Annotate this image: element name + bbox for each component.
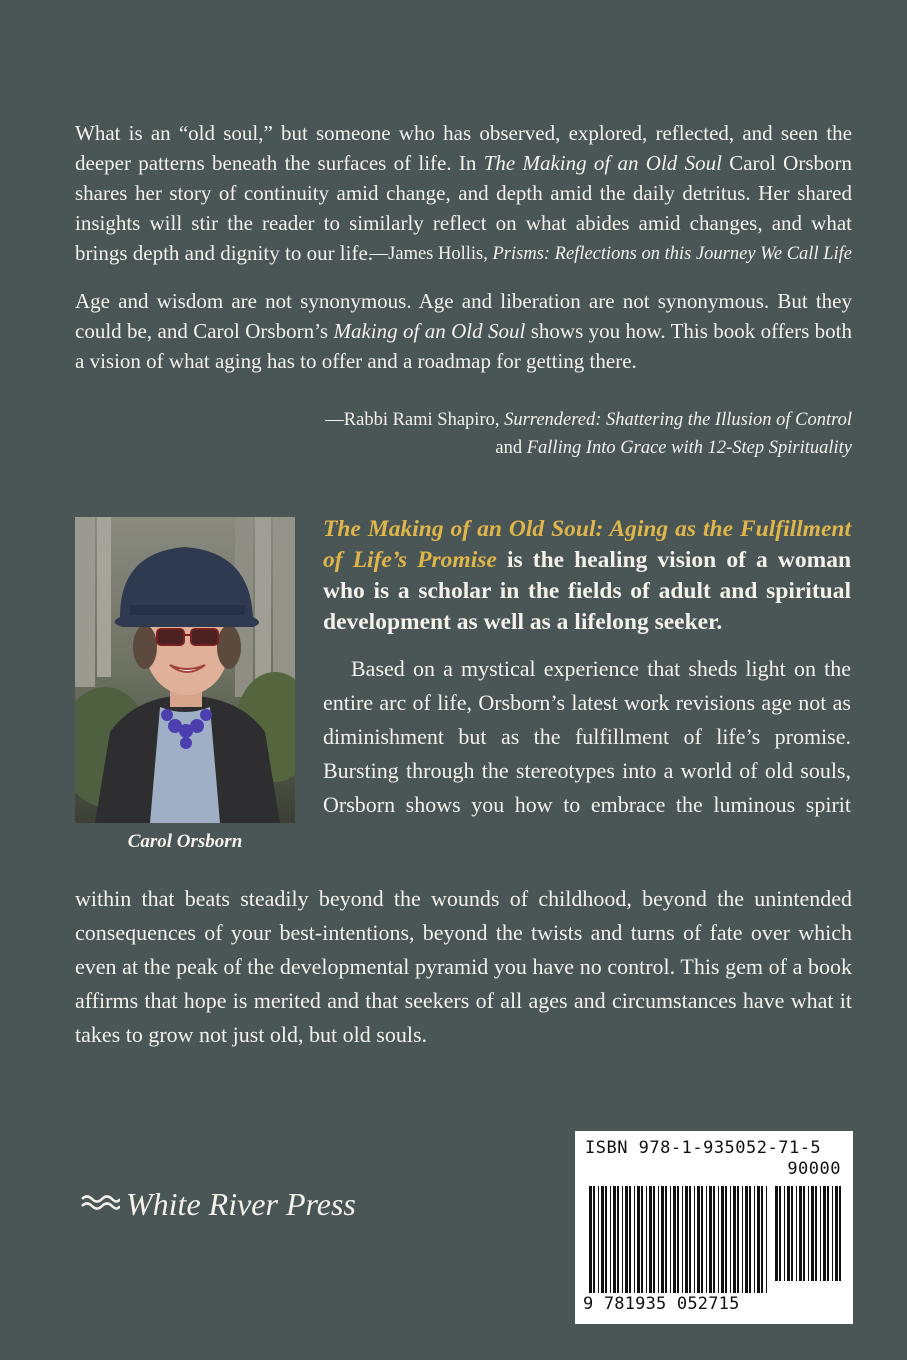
barcode-bar xyxy=(706,1186,707,1293)
barcode-bar xyxy=(742,1186,743,1293)
barcode-bar xyxy=(775,1186,778,1281)
publisher-logo xyxy=(80,1186,356,1223)
barcode-bar xyxy=(682,1186,683,1293)
book-description-paragraph xyxy=(323,652,851,822)
barcode-bar xyxy=(653,1186,655,1293)
barcode-bar xyxy=(784,1186,785,1281)
attribution-book: Surrendered: Shattering the Illusion of Control xyxy=(504,410,852,430)
barcode-bar xyxy=(694,1186,695,1293)
author-photo-caption: Carol Orsborn xyxy=(127,831,243,852)
barcode-bar xyxy=(625,1186,628,1293)
barcode-bar xyxy=(701,1186,703,1293)
description-text: Based on a mystical experience that sheds light on the entire arc of life, Orsborn’s latest work revisions age not as diminishment but as the fulfillment of life’s promise. Bursting through the stereotypes into a world of old souls, Orsborn shows you how to embrace the luminous spirit xyxy=(323,656,851,817)
barcode-bar xyxy=(757,1186,760,1293)
quote-text: shows you how. This book offers both a vision of what aging has to offer and a roadmap for getting there. xyxy=(75,319,852,373)
barcode-bar xyxy=(791,1186,793,1281)
barcode-bar xyxy=(673,1186,676,1293)
attribution-conjunction: and xyxy=(495,438,527,458)
quote-text: Age and wisdom are not synonymous. Age and liberation are not synonymous. But they could be, and Carol Orsborn’s xyxy=(75,289,852,343)
headline-text: is the healing vision of a woman who is a scholar in the fields of adult and spiritual development as well as a lifelong seeker. xyxy=(323,547,852,635)
barcode-bar xyxy=(649,1186,652,1293)
barcode-bar xyxy=(665,1186,667,1293)
ean-digits: 9 781935 052715 xyxy=(583,1294,740,1314)
barcode-bar xyxy=(598,1186,599,1293)
barcode-bar xyxy=(610,1186,611,1293)
book-description-continuation: within that beats steadily beyond the wounds of childhood, beyond the unintended consequences of your best-intentions, beyond the twists and turns of fate over which even at the peak of the developmental pyramid you have no control. This gem of a book affirms that hope is merited and that seekers of all ages and circumstances have what it takes to grow not just old, but old souls. xyxy=(75,886,852,1047)
barcode-bar xyxy=(641,1186,643,1293)
barcode-bar xyxy=(754,1186,755,1293)
barcode-bar xyxy=(689,1186,691,1293)
barcode-bar xyxy=(658,1186,659,1293)
quote-text: What is an “old soul,” but someone who has observed, explored, reflected, and seen the deeper patterns beneath the surfaces of life. In xyxy=(75,121,852,175)
isbn-barcode xyxy=(575,1131,853,1324)
barcode-bar xyxy=(634,1186,635,1293)
book-title: The Making of an Old Soul: Aging as the Fulfillment of Life’s Promise xyxy=(323,516,851,573)
price-code: 90000 xyxy=(787,1159,841,1179)
barcode-bar xyxy=(827,1186,829,1281)
water-waves-icon xyxy=(80,1186,120,1223)
barcode-bar xyxy=(613,1186,616,1293)
barcode-bar xyxy=(601,1186,604,1293)
barcode-bar xyxy=(803,1186,805,1281)
barcode-bar xyxy=(737,1186,739,1293)
barcode-bar xyxy=(589,1186,592,1293)
attribution-book: Falling Into Grace with 12-Step Spirituality xyxy=(526,438,852,458)
barcode-bar xyxy=(637,1186,640,1293)
attribution-name: —Rabbi Rami Shapiro, xyxy=(325,410,505,430)
barcode-bar xyxy=(685,1186,688,1293)
barcode-bar xyxy=(766,1186,767,1293)
barcode-bar xyxy=(725,1186,727,1293)
publisher-name: White River Press xyxy=(126,1186,356,1222)
quote-text: Carol Orsborn shares her story of continuity amid change, and depth amid the daily detritus. Her shared insights will stir the reader to similarly reflect on what abides amid changes, and what brings depth and dignity to our life. xyxy=(75,151,852,265)
barcode-bar xyxy=(670,1186,671,1293)
barcode-bar xyxy=(617,1186,619,1293)
barcode-bar xyxy=(713,1186,715,1293)
barcode-bar xyxy=(593,1186,595,1293)
barcode-bar xyxy=(733,1186,736,1293)
barcode-bar xyxy=(779,1186,781,1281)
isbn-label: ISBN 978-1-935052-71-5 xyxy=(585,1138,822,1158)
barcode-bar xyxy=(839,1186,841,1281)
barcode-bar xyxy=(832,1186,833,1281)
barcode-bar xyxy=(646,1186,647,1293)
endorsement-attribution-shapiro xyxy=(92,406,852,434)
barcode-bar xyxy=(629,1186,631,1293)
barcode-bar xyxy=(811,1186,814,1281)
attribution-name: —James Hollis, xyxy=(369,244,493,264)
barcode-bar xyxy=(815,1186,817,1281)
quote-book-title: The Making of an Old Soul xyxy=(483,151,722,175)
barcode-bar xyxy=(677,1186,679,1293)
barcode-bar xyxy=(820,1186,821,1281)
barcode-bar xyxy=(661,1186,664,1293)
barcode-bar xyxy=(745,1186,748,1293)
barcode-bar xyxy=(796,1186,797,1281)
barcode-bar xyxy=(605,1186,607,1293)
barcode-bar xyxy=(709,1186,712,1293)
barcode-bar xyxy=(749,1186,751,1293)
barcode-bar xyxy=(721,1186,724,1293)
author-photo xyxy=(75,517,295,823)
endorsement-attribution-hollis xyxy=(92,240,852,268)
book-description-headline xyxy=(323,514,851,638)
barcode-bar xyxy=(761,1186,763,1293)
barcode-bar xyxy=(808,1186,809,1281)
barcode-bar xyxy=(835,1186,838,1281)
attribution-book: Prisms: Reflections on this Journey We Call Life xyxy=(492,244,852,264)
endorsement-quote-shapiro xyxy=(75,286,852,376)
quote-book-title: Making of an Old Soul xyxy=(333,319,526,343)
barcode-bar xyxy=(787,1186,790,1281)
barcode-bar xyxy=(799,1186,802,1281)
endorsement-attribution-shapiro-line2 xyxy=(92,434,852,462)
barcode-bar xyxy=(697,1186,700,1293)
barcode-bar xyxy=(622,1186,623,1293)
barcode-bar xyxy=(718,1186,719,1293)
barcode-bar xyxy=(730,1186,731,1293)
barcode-bar xyxy=(823,1186,826,1281)
